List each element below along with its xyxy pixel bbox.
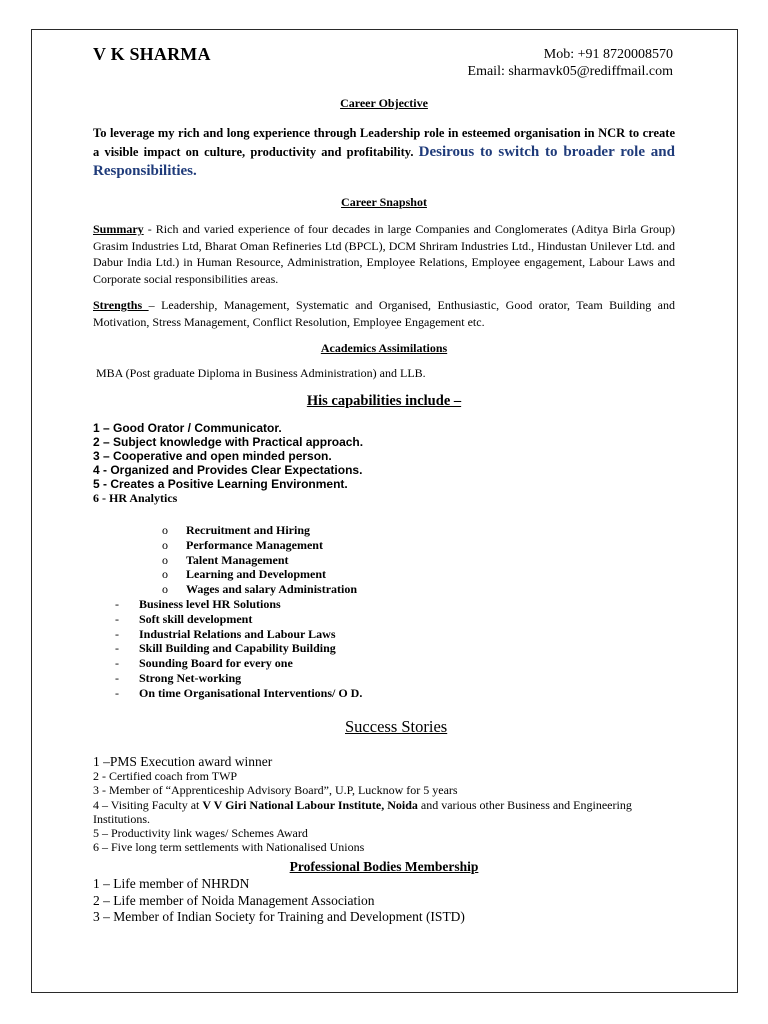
summary-text: - Rich and varied experience of four decades in large Companies and Conglomerates (Aditya Birla Group) Grasim Industries Ltd, Bharat Oman Refineries Ltd (BPCL), DCM Shriram Industries Ltd., Hindustan Unilever Ltd. and Dabur India Ltd.) in Human Resource, Administration, Employee Relations, Employee engagement, Labour Laws and Corporate social responsibilities areas. [93,222,675,286]
email-address: Email: sharmavk05@rediffmail.com [467,64,673,79]
career-objective-heading: Career Objective [340,96,428,110]
success-item: 5 – Productivity link wages/ Schemes Award [93,826,308,841]
list-item: - On time Organisational Interventions/ O D. [115,685,363,700]
list-item: - Skill Building and Capability Building [115,641,336,656]
list-item: o Performance Management [162,537,323,552]
list-item: o Learning and Development [162,567,327,582]
success-stories-heading: Success Stories [345,717,448,736]
list-item: - Sounding Board for every one [115,656,293,671]
success-stories-list [93,755,683,854]
success-item: 1 –PMS Execution award winner [93,754,273,769]
success-item: 3 - Member of “Apprenticeship Advisory Board”, U.P, Lucknow for 5 years [93,783,458,798]
success-item: 4 – Visiting Faculty at V V Giri National Labour Institute, Noida and various other Business and Engineering Institutions. [93,797,632,826]
career-objective-text [93,124,675,181]
list-item: o Recruitment and Hiring [162,523,310,537]
hr-analytics-list [162,523,357,597]
capabilities-heading: His capabilities include – [306,393,462,409]
memberships-list [93,876,465,926]
capability-item: 3 – Cooperative and open minded person. [93,449,332,463]
strengths-text: – Leadership, Management, Systematic and Organised, Enthusiastic, Good orator, Team Building and Motivation, Stress Management, Conflict Resolution, Employee Engagement etc. [93,298,675,329]
list-item: o Wages and salary Administration [162,582,358,597]
membership-item: 1 – Life member of NHRDN [93,876,250,891]
membership-item: 2 – Life member of Noida Management Association [93,892,375,908]
success-item: 2 - Certified coach from TWP [93,769,238,784]
capability-item: 6 - HR Analytics [93,491,178,505]
capabilities-list [93,421,363,505]
candidate-name: V K SHARMA [93,44,211,64]
capability-item: 2 – Subject knowledge with Practical approach. [93,435,364,449]
memberships-heading: Professional Bodies Membership [289,859,479,874]
career-snapshot-heading: Career Snapshot [341,195,427,209]
summary-paragraph [93,221,675,287]
success-item: 6 – Five long term settlements with Nationalised Unions [93,840,365,855]
capability-item: 1 – Good Orator / Communicator. [93,421,282,435]
mobile-number: Mob: +91 8720008570 [543,47,673,62]
list-item: - Soft skill development [115,611,253,626]
strengths-label: Strengths [93,298,149,312]
objective-highlight: Desirous to switch to broader role and Responsibilities. [93,144,675,179]
capability-item: 5 - Creates a Positive Learning Environment. [93,477,348,491]
strengths-paragraph [93,297,675,330]
objective-main-text: To leverage my rich and long experience through Leadership role in esteemed organisation in NCR to create a visible impact on culture, productivity and profitability. [93,126,675,159]
list-item: - Business level HR Solutions [115,597,281,611]
list-item: - Strong Net-working [115,670,242,685]
summary-label: Summary [93,222,144,236]
membership-item: 3 – Member of Indian Society for Training and Development (ISTD) [93,909,465,924]
list-item: - Industrial Relations and Labour Laws [115,626,336,641]
academics-text: MBA (Post graduate Diploma in Business Administration) and LLB. [96,366,426,380]
capability-item: 4 - Organized and Provides Clear Expectations. [93,463,363,477]
academics-heading: Academics Assimilations [320,341,448,355]
other-capabilities-list [115,597,362,701]
list-item: o Talent Management [162,552,289,567]
